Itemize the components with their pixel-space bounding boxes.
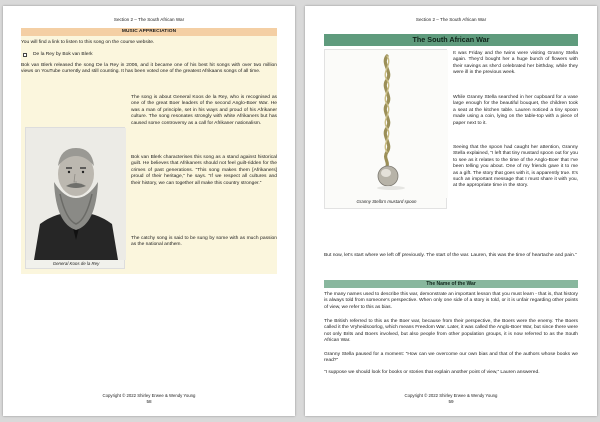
music-para-2: The song is about General Koos de la Rey, who is recognised as one of the great Boer leaders of the second Anglo-Boer War. He was a man of principle, set in his ways and proud of his Afrikaner culture. The song resonates strongly with white Afrikaners but has caused some controversy as a call for Afrikaner nationalism. [131, 95, 277, 126]
photo-caption: General Koos de la Rey [52, 261, 100, 266]
music-para-1: Bok van Blerk released the song De la Rey in 2006, and it became one of his best hit songs with over two million views on YouTube currently and still counting. It has been voted one of the greatest Afrikaans songs of all time. [21, 63, 277, 75]
story-para-5: The many names used to describe this war, demonstrate an important lesson that you must learn - that is, that history is always told from someone’s perspective. When only one side of a story is told, or it is unfair regarding other points of view, we refer to this as bias. [324, 292, 578, 310]
story-para-7: Granny Stella paused for a moment: “How can we overcome our own bias and that of the authors whose books we read?” [324, 352, 578, 364]
page-footer [3, 393, 295, 405]
portrait-illustration [26, 128, 126, 260]
checkbox-icon[interactable] [23, 53, 27, 57]
music-intro: You will find a link to listen to this song on the course website. [21, 40, 155, 45]
page-number: 59 [448, 399, 454, 404]
story-para-3: Seeing that the spoon had caught her attention, Granny Stella explained, “I left that tiny mustard spoon out for you to see as it relates to the time of the Anglo-Boer that I’ve been telling you about. One of my friends gave it to me as a gift. The story that goes with it, is apparently true. It’s such an important message that I must share it with you, at the appropriate time in the story. [453, 145, 578, 189]
spoon-illustration [325, 50, 448, 198]
footer-copyright: Copyright © 2022 Shirley Erwee & Wendy Young [102, 393, 196, 398]
story-para-2: While Granny Stella searched in her cupboard for a vase large enough for the beautiful bouquet, the children took a seat at the kitchen table. Lauren noticed a tiny spoon made using a coin, lying on the table-top with a piece of paper next to it. [453, 95, 578, 126]
music-appreciation-heading: MUSIC APPRECIATION [21, 28, 277, 36]
section-subheading: The Name of the War [324, 280, 578, 288]
page-59 [305, 6, 597, 416]
page-header: Section 2 – The South African War [113, 17, 185, 22]
page-number: 58 [146, 399, 152, 404]
checklist-item: De la Rey by Bok van Blerk [33, 52, 93, 57]
story-para-4: But now, let’s start where we left off previously. The start of the war. Lauren, this was the time of heartache and pain.” [324, 253, 577, 258]
page-footer [305, 393, 597, 405]
footer-copyright: Copyright © 2022 Shirley Erwee & Wendy Young [404, 393, 498, 398]
page-58 [3, 6, 295, 416]
chapter-title: The South African War [324, 34, 578, 46]
music-para-4: The catchy song is said to be sung by some with as much passion as the national anthem. [131, 236, 277, 248]
photo-caption: Granny Stella’s mustard spoon [356, 199, 417, 204]
music-para-3: Bok van Blerk characterises this song as a stand against historical guilt. He believes that Afrikaners should not feel guilt-ridden for the crimes of past generations. “This song makes them [Afrikaners] proud of their heritage,” he says. “If we respect all cultures and their history, we can together all make this country stronger.” [131, 155, 277, 186]
story-para-6: The British referred to this as the Boer war, because from their perspective, the Boers were the enemy. The Boers called it the Vryheidsoorlog, which means Freedom War. Later, it was called the Anglo-Boer War, but since there were not only Brits and Boers involved, but also people from other population groups, it is now referred to as the South African War. [324, 319, 578, 344]
page-header: Section 2 – The South African War [415, 17, 487, 22]
story-para-1: It was Friday and the twins were visiting Granny Stella again. They’d bought her a huge bunch of flowers with their savings as she’d celebrated her birthday, while they were ill in the previous week. [453, 51, 578, 76]
mustard-spoon-photo [324, 49, 447, 209]
story-para-8: “I suppose we should look for books or stories that explain another point of view,” Lauren answered. [324, 370, 540, 375]
koos-de-la-rey-photo [25, 127, 125, 269]
